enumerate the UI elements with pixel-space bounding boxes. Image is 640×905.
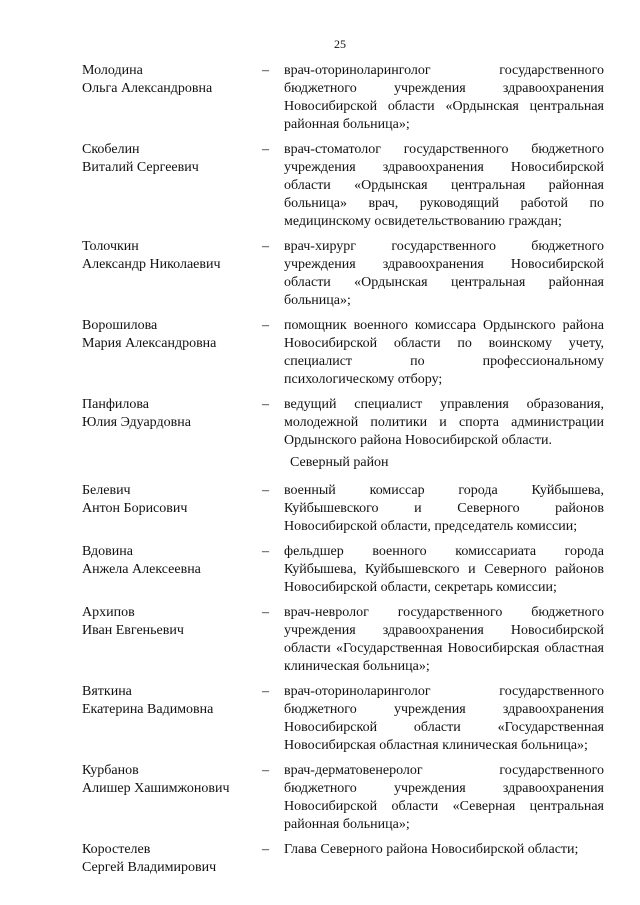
given-names: Алишер Хашимжонович	[82, 781, 230, 796]
position-description: врач-оториноларинголог государственного бюджетного учреждения здравоохранения Новосибирской области «Государственная Новосибирская областная клиническая больница»;	[284, 684, 604, 753]
person-name	[82, 543, 262, 597]
surname: Молодина	[82, 63, 143, 78]
person-name	[82, 604, 262, 676]
position-description: ведущий специалист управления образования, молодежной политики и спорта администрации Ордынского района Новосибирской области.	[284, 397, 604, 448]
surname: Панфилова	[82, 397, 150, 412]
dash-separator: –	[262, 239, 269, 254]
person-name	[82, 841, 262, 877]
person-name	[82, 62, 262, 134]
position-description: фельдшер военного комиссариата города Куйбышева, Куйбышевского и Северного районов Новосибирской области, секретарь комиссии;	[284, 544, 604, 595]
given-names: Сергей Владимирович	[82, 860, 217, 875]
dash-separator: –	[262, 842, 269, 857]
commission-list	[82, 62, 604, 884]
list-item	[82, 317, 604, 389]
given-names: Виталий Сергеевич	[82, 160, 199, 175]
dash-separator: –	[262, 318, 269, 333]
person-name	[82, 238, 262, 310]
dash-separator: –	[262, 483, 269, 498]
surname: Скобелин	[82, 142, 140, 157]
surname: Вдовина	[82, 544, 133, 559]
dash-separator: –	[262, 763, 269, 778]
surname: Архипов	[82, 605, 135, 620]
position-description: врач-стоматолог государственного бюджетного учреждения здравоохранения Новосибирской области «Ордынская центральная районная больница» врач, руководящий работой по медицинскому освидетельствованию граждан;	[284, 142, 604, 229]
position-description: врач-оториноларинголог государственного бюджетного учреждения здравоохранения Новосибирской области «Ордынская центральная районная больница»;	[284, 63, 604, 132]
list-item	[82, 604, 604, 676]
given-names: Екатерина Вадимовна	[82, 702, 214, 717]
person-name	[82, 317, 262, 389]
position-description: врач-хирург государственного бюджетного учреждения здравоохранения Новосибирской области «Ордынская центральная районная больница»;	[284, 239, 604, 308]
dash-separator: –	[262, 605, 269, 620]
dash-separator: –	[262, 544, 269, 559]
surname: Вяткина	[82, 684, 132, 699]
list-item	[82, 141, 604, 231]
dash-separator: –	[262, 684, 269, 699]
surname: Толочкин	[82, 239, 139, 254]
entries-after-section	[82, 482, 604, 877]
list-item	[82, 62, 604, 134]
list-item	[82, 482, 604, 536]
list-item	[82, 543, 604, 597]
surname: Ворошилова	[82, 318, 158, 333]
entries-before-section	[82, 62, 604, 450]
surname: Курбанов	[82, 763, 139, 778]
list-item	[82, 762, 604, 834]
person-name	[82, 141, 262, 231]
given-names: Мария Александровна	[82, 336, 217, 351]
given-names: Юлия Эдуардовна	[82, 415, 191, 430]
person-name	[82, 482, 262, 536]
dash-separator: –	[262, 142, 269, 157]
list-item	[82, 683, 604, 755]
list-item	[82, 396, 604, 450]
position-description: врач-дерматовенеролог государственного бюджетного учреждения здравоохранения Новосибирской области «Северная центральная районная больница»;	[284, 763, 604, 832]
person-name	[82, 396, 262, 450]
list-item	[82, 238, 604, 310]
position-description: помощник военного комиссара Ордынского района Новосибирской области по воинскому учету, специалист по профессиональному психологическому отбору;	[284, 318, 604, 387]
position-description: врач-невролог государственного бюджетного учреждения здравоохранения Новосибирской области «Государственная Новосибирская областная клиническая больница»;	[284, 605, 604, 674]
given-names: Антон Борисович	[82, 501, 188, 516]
position-description: Глава Северного района Новосибирской области;	[284, 842, 579, 857]
dash-separator: –	[262, 63, 269, 78]
person-name	[82, 762, 262, 834]
page-number: 25	[334, 37, 346, 51]
section-title: Северный район	[290, 455, 389, 470]
given-names: Иван Евгеньевич	[82, 623, 184, 638]
given-names: Александр Николаевич	[82, 257, 221, 272]
person-name	[82, 683, 262, 755]
given-names: Анжела Алексеевна	[82, 562, 201, 577]
surname: Коростелев	[82, 842, 151, 857]
surname: Белевич	[82, 483, 131, 498]
list-item	[82, 841, 604, 877]
position-description: военный комиссар города Куйбышева, Куйбышевского и Северного районов Новосибирской области, председатель комиссии;	[284, 483, 604, 534]
dash-separator: –	[262, 397, 269, 412]
given-names: Ольга Александровна	[82, 81, 213, 96]
